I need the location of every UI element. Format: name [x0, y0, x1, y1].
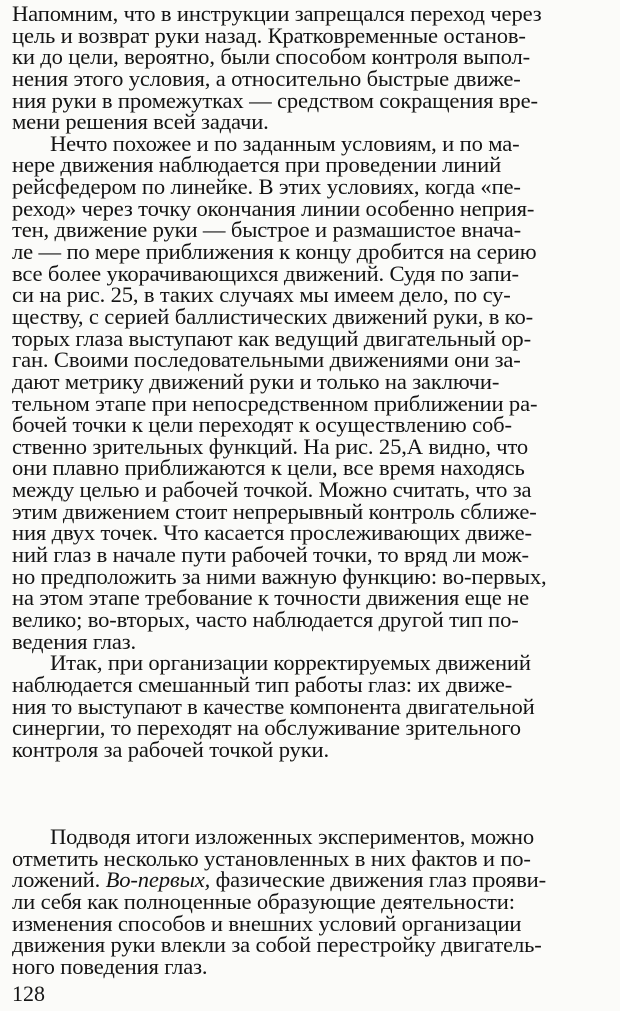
text-line: ле — по мере приближения к концу дробится на серию — [12, 239, 537, 265]
text-line: ния то выступают в качестве компонента двигательной — [12, 693, 535, 719]
text-line: нере движения наблюдается при проведении линий — [12, 152, 502, 178]
text-line: ния руки в промежутках — средством сокращения вре- — [12, 87, 538, 113]
text-line: движения руки влекли за собой перестройку двигатель- — [12, 932, 542, 958]
text-line: на этом этапе требование к точности движения еще не — [12, 585, 529, 611]
text-line: синергии, то переходят на обслуживание зрительного — [12, 715, 521, 741]
text-line: между целью и рабочей точкой. Можно считать, что за — [12, 477, 532, 503]
text-line: но предположить за ними важную функцию: во-первых, — [12, 563, 547, 589]
text-line: ний глаз в начале пути рабочей точки, то вряд ли мож- — [12, 542, 529, 568]
text-line: ли себя как полноценные образующие деятельности: — [12, 888, 515, 914]
text-line: изменения способов и внешних условий организации — [12, 910, 522, 936]
page-number: 128 — [12, 981, 45, 1006]
text-line: все более укорачивающихся движений. Судя по запи- — [12, 260, 519, 286]
text-line: тен, движение руки — быстрое и размашистое внача- — [12, 217, 522, 243]
text-line: ществу, с серией баллистических движений руки, в ко- — [12, 303, 533, 329]
text-line — [12, 869, 610, 891]
text-line: реход» через точку окончания линии особенно неприя- — [12, 195, 535, 221]
text-line: Нечто похожее и по заданным условиям, и по ма- — [50, 130, 520, 156]
text-line: этим движением стоит непрерывный контроль сближе- — [12, 498, 537, 524]
text-line: си на рис. 25, в таких случаях мы имеем дело, по су- — [12, 282, 511, 308]
text-line: они плавно приближаются к цели, все время находясь — [12, 455, 525, 481]
text-line: дают метрику движений руки и только на заключи- — [12, 368, 500, 394]
text-line: рейсфедером по линейке. В этих условиях, когда «пе- — [12, 174, 521, 200]
text-line: ния двух точек. Что касается прослеживающих движе- — [12, 520, 532, 546]
text-line: мени решения всей задачи. — [12, 109, 269, 135]
text-line: цель и возврат руки назад. Кратковременные останов- — [12, 22, 526, 48]
text-fragment: фазические движения глаз прояви- — [215, 867, 546, 893]
text-fragment: ложений. — [12, 867, 101, 893]
italic-emphasis: Во-первых, — [105, 867, 211, 893]
summary-text-block — [12, 826, 610, 977]
text-line: бочей точки к цели переходят к осуществлению соб- — [12, 412, 512, 438]
text-line: нения этого условия, а относительно быстрые движе- — [12, 65, 521, 91]
main-text-block — [12, 3, 610, 760]
text-line: Подводя итоги изложенных экспериментов, можно — [50, 824, 534, 849]
text-line: ственно зрительных функций. На рис. 25,А видно, что — [12, 433, 529, 459]
text-line: тельном этапе при непосредственном приближении ра- — [12, 390, 538, 416]
text-line: ного поведения глаз. — [12, 953, 208, 979]
text-line: Итак, при организации корректируемых движений — [50, 650, 531, 676]
text-line: Напомним, что в инструкции запрещался переход через — [12, 1, 542, 26]
text-line: велико; во-вторых, часто наблюдается другой тип по- — [12, 606, 519, 632]
text-line: ведения глаз. — [12, 628, 137, 654]
text-line: отметить несколько установленных в них фактов и по- — [12, 845, 531, 871]
text-line: контроля за рабочей точкой руки. — [12, 736, 329, 762]
text-line: ган. Своими последовательными движениями они за- — [12, 347, 521, 373]
text-line: ки до цели, вероятно, были способом контроля выпол- — [12, 44, 530, 70]
text-line: наблюдается смешанный тип работы глаз: их движе- — [12, 671, 513, 697]
text-line: торых глаза выступают как ведущий двигательный ор- — [12, 325, 531, 351]
